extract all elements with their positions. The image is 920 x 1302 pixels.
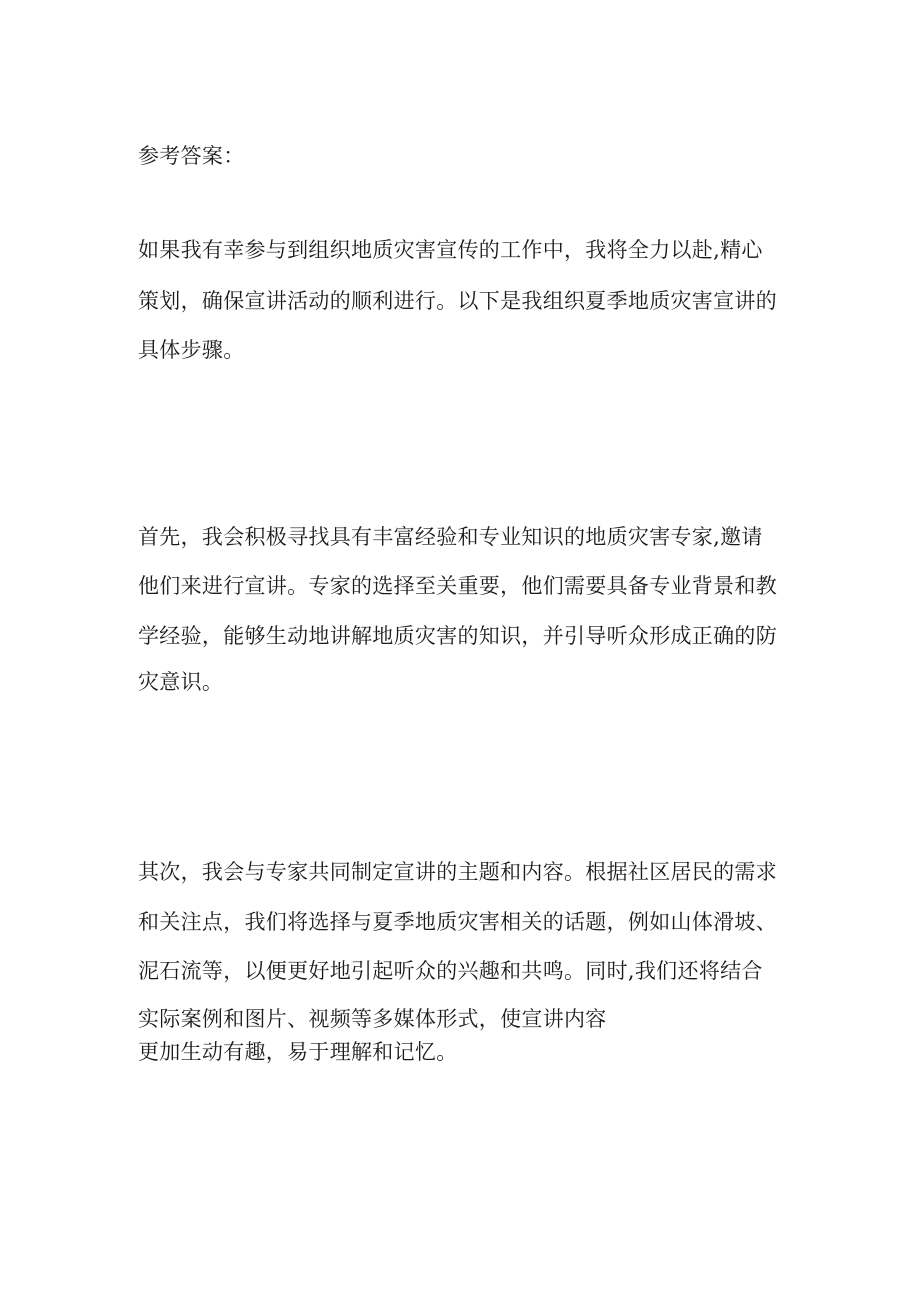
- paragraph-line: 泥石流等，以便更好地引起听众的兴趣和共鸣。同时,我们还将结合: [138, 959, 763, 983]
- paragraph-line: 实际案例和图片、视频等多媒体形式，使宣讲内容: [138, 1007, 607, 1031]
- paragraph-line: 更加生动有趣，易于理解和记忆。: [138, 1040, 458, 1064]
- answer-heading: 参考答案：: [138, 144, 245, 168]
- paragraph-line: 首先，我会积极寻找具有丰富经验和专业知识的地质灾害专家,邀请: [138, 525, 763, 549]
- paragraph-line: 灾意识。: [138, 670, 224, 694]
- paragraph-line: 具体步骤。: [138, 338, 245, 362]
- paragraph-line: 其次，我会与专家共同制定宣讲的主题和内容。根据社区居民的需求: [138, 860, 777, 884]
- paragraph-line: 和关注点，我们将选择与夏季地质灾害相关的话题，例如山体滑坡、: [138, 910, 777, 934]
- paragraph-line: 如果我有幸参与到组织地质灾害宣传的工作中，我将全力以赴,精心: [138, 238, 763, 262]
- paragraph-line: 策划，确保宣讲活动的顺利进行。以下是我组织夏季地质灾害宣讲的: [138, 289, 777, 313]
- paragraph-line: 学经验，能够生动地讲解地质灾害的知识，并引导听众形成正确的防: [138, 624, 777, 648]
- paragraph-line: 他们来进行宣讲。专家的选择至关重要，他们需要具备专业背景和教: [138, 574, 777, 598]
